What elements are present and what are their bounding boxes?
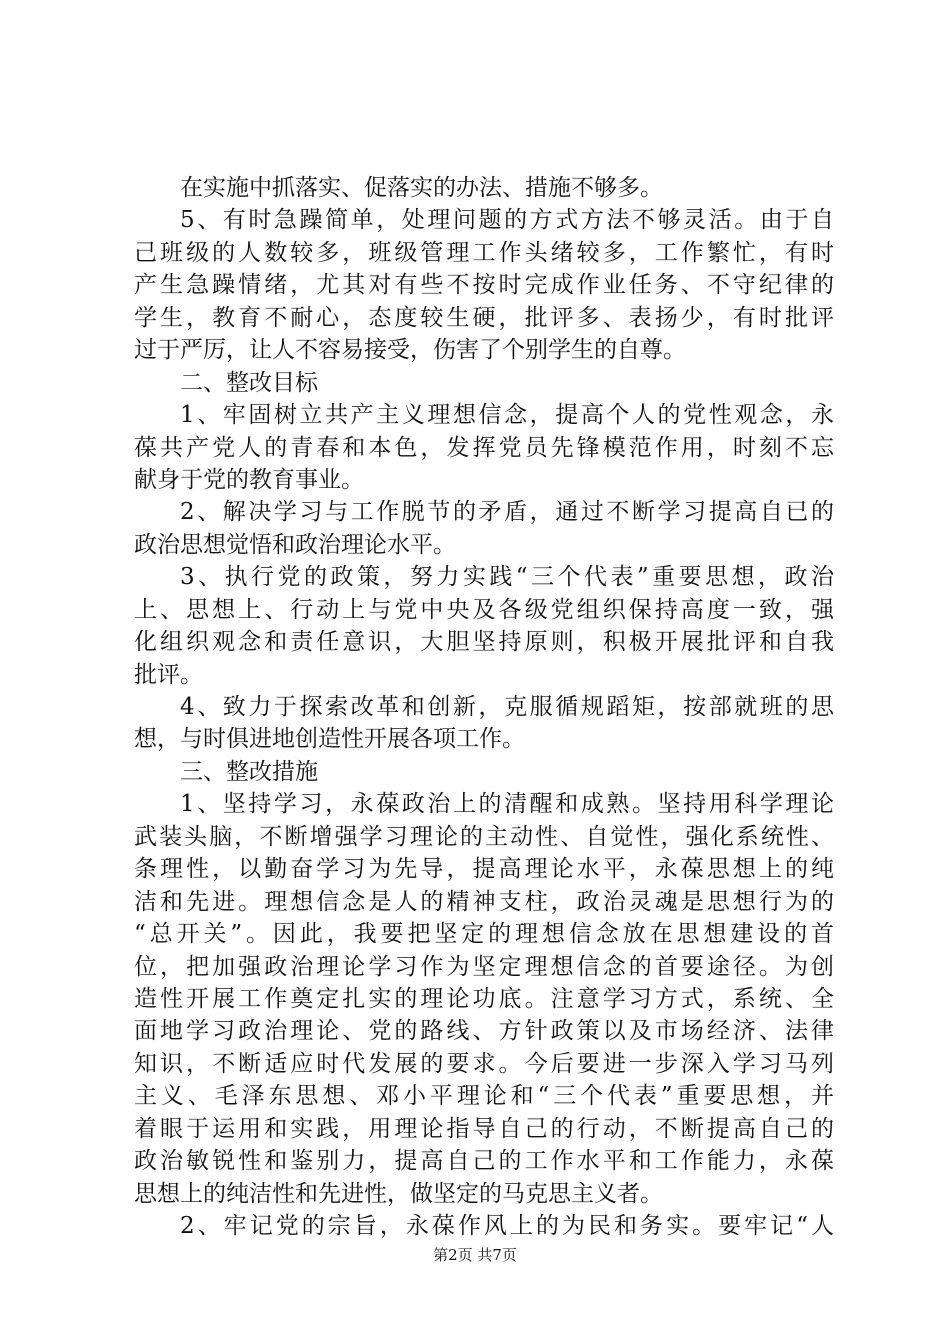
text-line: 着眼于运用和实践，用理论指导自己的行动，不断提高自己的 xyxy=(134,1115,834,1142)
text-line: 三、整改措施 xyxy=(180,758,318,785)
text-line: 葆共产党人的青春和本色，发挥党员先锋模范作用，时刻不忘 xyxy=(134,434,834,461)
text-line: 过于严厉，让人不容易接受，伤害了个别学生的自尊。 xyxy=(134,337,686,364)
text-line: 批评。 xyxy=(134,661,203,688)
text-line: 化组织观念和责任意识，大胆坚持原则，积极开展批评和自我 xyxy=(134,629,834,656)
document-body xyxy=(134,172,834,1242)
text-line: 学生，教育不耐心，态度较生硬，批评多、表扬少，有时批评 xyxy=(134,304,834,331)
text-line: 思想上的纯洁性和先进性，做坚定的马克思主义者。 xyxy=(134,1180,663,1207)
text-line: 条理性，以勤奋学习为先导，提高理论水平，永葆思想上的纯 xyxy=(134,856,834,883)
page-number-label: 第2页 共7页 xyxy=(433,1246,517,1264)
text-line: 洁和先进。理想信念是人的精神支柱，政治灵魂是思想行为的 xyxy=(134,888,834,915)
text-line: 5、有时急躁简单，处理问题的方式方法不够灵活。由于自 xyxy=(180,207,834,234)
text-line: 面地学习政治理论、党的路线、方针政策以及市场经济、法律 xyxy=(134,1018,834,1045)
text-line: 主义、毛泽东思想、邓小平理论和“三个代表”重要思想，并 xyxy=(134,1083,834,1110)
text-line: “总开关”。因此，我要把坚定的理想信念放在思想建设的首 xyxy=(134,921,834,948)
text-line: 1、坚持学习，永葆政治上的清醒和成熟。坚持用科学理论 xyxy=(180,791,834,818)
text-line: 2、解决学习与工作脱节的矛盾，通过不断学习提高自已的 xyxy=(180,499,834,526)
text-line: 二、整改目标 xyxy=(180,369,318,396)
page-footer xyxy=(0,1245,950,1265)
text-line: 上、思想上、行动上与党中央及各级党组织保持高度一致，强 xyxy=(134,596,834,623)
text-line: 己班级的人数较多，班级管理工作头绪较多，工作繁忙，有时 xyxy=(134,239,834,266)
text-line: 武装头脑，不断增强学习理论的主动性、自觉性，强化系统性、 xyxy=(134,823,834,850)
text-line: 2、牢记党的宗旨，永葆作风上的为民和务实。要牢记“人 xyxy=(180,1213,834,1239)
text-line: 位，把加强政治理论学习作为坚定理想信念的首要途径。为创 xyxy=(134,953,834,980)
text-line: 想，与时俱进地创造性开展各项工作。 xyxy=(134,726,525,753)
text-line: 4、致力于探索改革和创新，克服循规蹈矩，按部就班的思 xyxy=(180,694,834,720)
text-line: 在实施中抓落实、促落实的办法、措施不够多。 xyxy=(180,175,663,201)
text-line: 政治敏锐性和鉴别力，提高自己的工作水平和工作能力，永葆 xyxy=(134,1148,834,1175)
text-line: 造性开展工作奠定扎实的理论功底。注意学习方式，系统、全 xyxy=(134,985,834,1012)
text-line: 献身于党的教育事业。 xyxy=(134,466,364,493)
text-line: 3、执行党的政策，努力实践“三个代表”重要思想，政治 xyxy=(180,564,834,591)
text-line: 产生急躁情绪，尤其对有些不按时完成作业任务、不守纪律的 xyxy=(134,272,834,299)
text-line: 1、牢固树立共产主义理想信念，提高个人的党性观念，永 xyxy=(180,402,834,429)
text-line: 知识，不断适应时代发展的要求。今后要进一步深入学习马列 xyxy=(134,1050,834,1077)
text-line: 政治思想觉悟和政治理论水平。 xyxy=(134,531,456,558)
